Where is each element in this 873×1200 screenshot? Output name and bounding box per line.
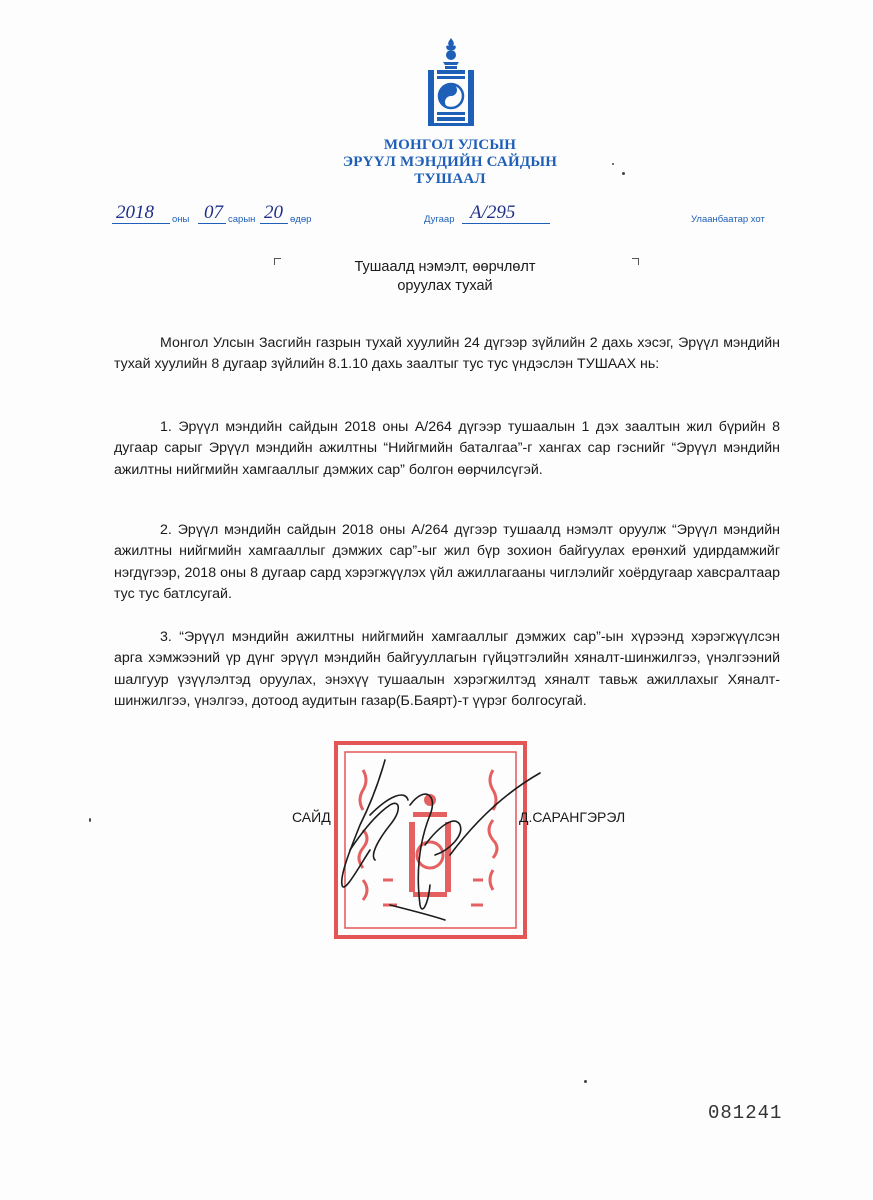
subject-line-1: Тушаалд нэмэлт, өөрчлөлт: [354, 259, 536, 275]
order-item-3-text: 3. “Эрүүл мэндийн ажилтны нийгмийн хамгааллыг дэмжих сар”-ын хүрээнд хэрэгжүүлсэн арга хэмжээний үр дүнг эрүүл мэндийн байгууллагын гүйцэтгэлийн хяналт-шинжилгээ, үнэлгээний шалгуур үзүүлэлтэд оруулах, энэхүү тушаалын хэрэгжилтэд хяналт тавьж ажиллахыг Хяналт-шинжилгээ, үнэлгээ, дотоод аудитын газар(Б.Баярт)-т үүрэг болгосугай.: [114, 629, 780, 710]
place-label: Улаанбаатар хот: [691, 214, 765, 225]
date-day-underline: [260, 223, 288, 224]
subject-corner-left: [274, 258, 281, 265]
date-month-label: сарын: [228, 214, 256, 225]
document-serial-number: 081241: [708, 1102, 783, 1124]
order-item-3: [114, 627, 780, 713]
signatory-name: Д.САРАНГЭРЭЛ: [519, 809, 626, 825]
order-number-label: Дугаар: [424, 214, 455, 225]
speck: [622, 172, 625, 175]
header-line-3: ТУШААЛ: [414, 171, 486, 187]
dateline: [112, 202, 782, 228]
preamble-text: Монгол Улсын Засгийн газрын тухай хуулийн 24 дүгээр зүйлийн 2 дахь хэсэг, Эрүүл мэндийн тухай хуулийн 8 дугаар зүйлийн 8.1.10 дахь заалтыг тус тус үндэслэн ТУШААХ нь:: [114, 335, 780, 373]
date-day: 20: [264, 202, 283, 223]
header-line-1: МОНГОЛ УЛСЫН: [383, 137, 517, 153]
date-month-underline: [198, 223, 226, 224]
speck: [612, 163, 614, 165]
date-year-underline: [112, 223, 170, 224]
signatory-title: САЙД: [292, 809, 331, 825]
order-number-underline: [462, 223, 550, 224]
speck: [89, 818, 91, 822]
subject-line-2: оруулах тухай: [397, 278, 493, 294]
subject-corner-right: [632, 258, 639, 265]
order-subject: [300, 258, 590, 296]
preamble-paragraph: [114, 333, 780, 376]
date-day-label: өдөр: [290, 214, 312, 225]
date-year-label: оны: [172, 214, 190, 225]
soyombo-emblem-icon: [426, 38, 476, 130]
date-year: 2018: [116, 202, 154, 223]
order-item-1-text: 1. Эрүүл мэндийн сайдын 2018 оны А/264 дүгээр тушаалын 1 дэх заалтын жил бүрийн 8 дугаар сарыг Эрүүл мэндийн ажилтны “Нийгмийн баталгаа”-г хангах сар гэснийг “Эрүүл мэндийн ажилтны нийгмийн хамгааллыг дэмжих сар” болгон өөрчилсүгэй.: [114, 419, 780, 478]
speck: [584, 1080, 587, 1083]
order-number: А/295: [470, 202, 516, 223]
order-item-2: [114, 520, 780, 606]
ministry-header: [300, 137, 600, 188]
order-item-2-text: 2. Эрүүл мэндийн сайдын 2018 оны А/264 дүгээр тушаалд нэмэлт оруулж “Эрүүл мэндийн ажилтны нийгмийн хамгааллыг дэмжих сар”-ыг жил бүр зохион байгуулах ерөнхий удирдамжийг нэгдүгээр, 2018 оны 8 дугаар сард хэрэгжүүлэх үйл ажиллагааны чиглэлийг хоёрдугаар хавсралтаар тус тус батлсугай.: [114, 522, 780, 603]
header-line-2: ЭРҮҮЛ МЭНДИЙН САЙДЫН: [342, 154, 558, 170]
handwritten-signature: [330, 755, 550, 925]
order-item-1: [114, 417, 780, 481]
date-month: 07: [204, 202, 223, 223]
